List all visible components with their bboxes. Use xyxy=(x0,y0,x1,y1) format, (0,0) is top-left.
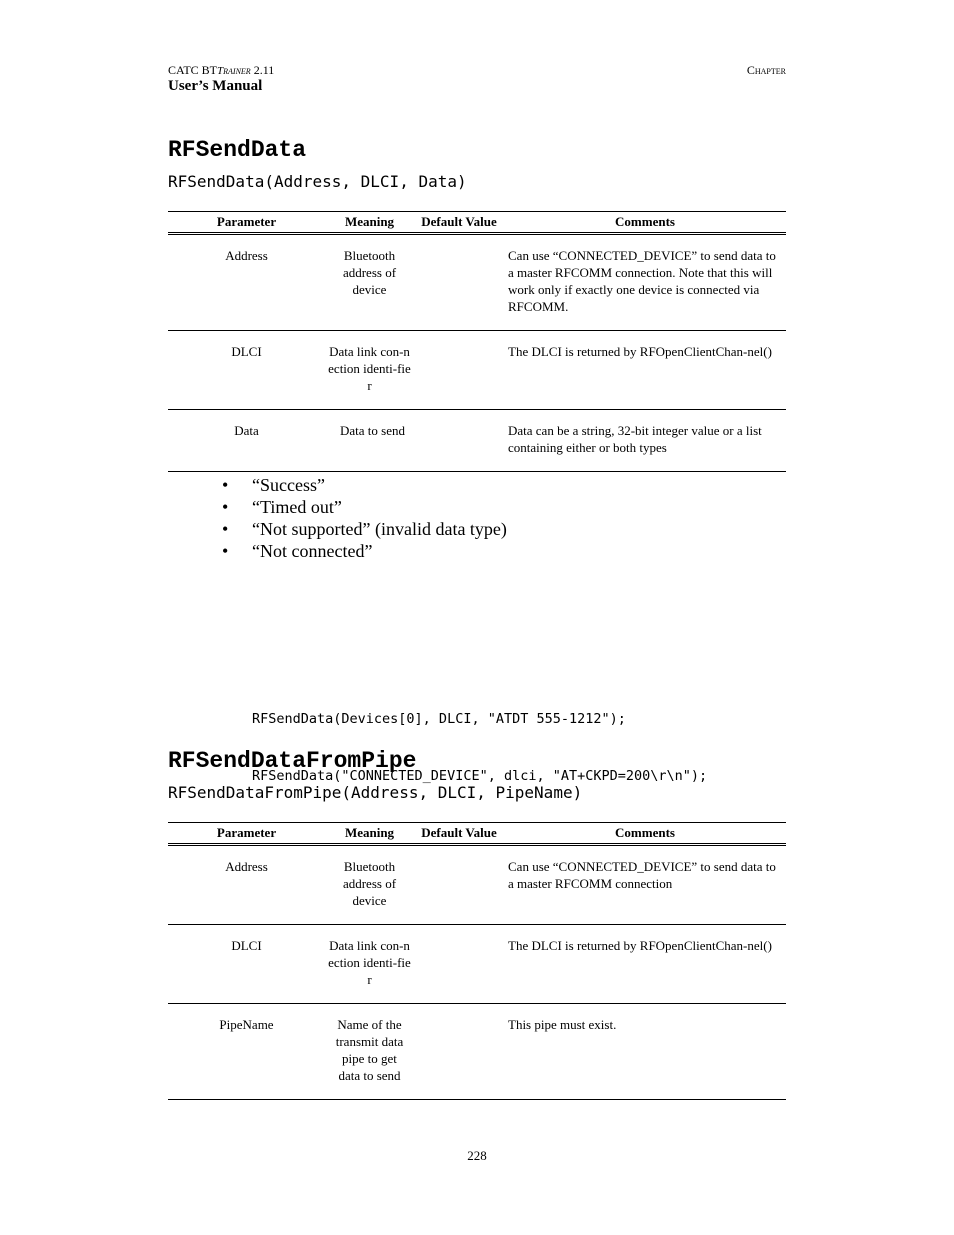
cell-default xyxy=(414,410,504,472)
cell-meaning-text: Bluetooth address of device xyxy=(342,859,397,908)
running-header-product xyxy=(168,63,274,78)
cell-meaning xyxy=(325,925,414,1004)
table-row xyxy=(168,331,786,410)
cell-meaning-text: Bluetooth address of device xyxy=(342,248,397,297)
list-item: • “Timed out” xyxy=(222,496,507,518)
cell-parameter: DLCI xyxy=(168,331,325,410)
cell-default xyxy=(414,1004,504,1100)
list-item: • “Not connected” xyxy=(222,540,507,562)
cell-parameter: Address xyxy=(168,845,325,925)
running-header-manual: User’s Manual xyxy=(168,78,263,94)
column-header-parameter: Parameter xyxy=(168,212,325,234)
page-number: 228 xyxy=(467,1148,487,1163)
cell-meaning xyxy=(325,845,414,925)
table-header-row xyxy=(168,823,786,845)
parameter-table-rfsenddatafrompipe xyxy=(168,822,786,1100)
cell-default xyxy=(414,925,504,1004)
cell-comments: Can use “CONNECTED_DEVICE” to send data to a master RFCOMM connection. Note that this will work only if exactly one device is connected via RFCOMM. xyxy=(504,234,786,331)
cell-comments: The DLCI is returned by RFOpenClientChan-nel() xyxy=(504,925,786,1004)
product-name: CATC BT xyxy=(168,63,218,77)
cell-meaning-text: Data link con-nection identi-fier xyxy=(328,344,411,393)
cell-comments: Can use “CONNECTED_DEVICE” to send data to a master RFCOMM connection xyxy=(504,845,786,925)
product-name-smallcaps: Trainer xyxy=(217,65,251,77)
parameter-table-rfsenddata xyxy=(168,211,786,472)
table-row xyxy=(168,1004,786,1100)
list-item: • “Not supported” (invalid data type) xyxy=(222,518,507,540)
cell-parameter: Address xyxy=(168,234,325,331)
code-line: RFSendData(Devices[0], DLCI, "ATDT 555-1212"); xyxy=(252,711,626,727)
product-version: 2.11 xyxy=(250,63,275,77)
section-title-rfsenddatafrompipe: RFSendDataFromPipe xyxy=(168,748,417,774)
cell-parameter: DLCI xyxy=(168,925,325,1004)
running-header-chapter: Chapter xyxy=(746,63,786,77)
cell-default xyxy=(414,234,504,331)
table-row xyxy=(168,925,786,1004)
cell-meaning-text: Data to send xyxy=(340,423,405,438)
table-header-row xyxy=(168,212,786,234)
cell-parameter: PipeName xyxy=(168,1004,325,1100)
column-header-comments: Comments xyxy=(504,212,786,234)
function-signature-rfsenddatafrompipe: RFSendDataFromPipe(Address, DLCI, PipeName) xyxy=(168,783,583,802)
table-row xyxy=(168,410,786,472)
cell-meaning xyxy=(325,234,414,331)
return-values-list xyxy=(222,474,507,562)
table-row xyxy=(168,845,786,925)
cell-comments: This pipe must exist. xyxy=(504,1004,786,1100)
function-signature-rfsenddata: RFSendData(Address, DLCI, Data) xyxy=(168,172,467,191)
table-row xyxy=(168,234,786,331)
cell-meaning-text: Data link con-nection identi-fier xyxy=(328,938,411,987)
section-title-rfsenddata: RFSendData xyxy=(168,137,307,163)
cell-meaning xyxy=(325,1004,414,1100)
list-item: • “Success” xyxy=(222,474,507,496)
cell-meaning-text: Name of the transmit data pipe to get data to send xyxy=(335,1017,404,1083)
cell-comments: Data can be a string, 32-bit integer value or a list containing either or both types xyxy=(504,410,786,472)
cell-comments: The DLCI is returned by RFOpenClientChan-nel() xyxy=(504,331,786,410)
cell-parameter: Data xyxy=(168,410,325,472)
column-header-meaning: Meaning xyxy=(325,212,414,234)
column-header-default-value: Default Value xyxy=(414,212,504,234)
code-line: RFSendData("CONNECTED_DEVICE", dlci, "AT+CKPD=200\r\n"); xyxy=(252,768,708,784)
cell-meaning xyxy=(325,331,414,410)
cell-meaning xyxy=(325,410,414,472)
cell-default xyxy=(414,331,504,410)
column-header-parameter: Parameter xyxy=(168,823,325,845)
cell-default xyxy=(414,845,504,925)
column-header-meaning: Meaning xyxy=(325,823,414,845)
column-header-default-value: Default Value xyxy=(414,823,504,845)
column-header-comments: Comments xyxy=(504,823,786,845)
